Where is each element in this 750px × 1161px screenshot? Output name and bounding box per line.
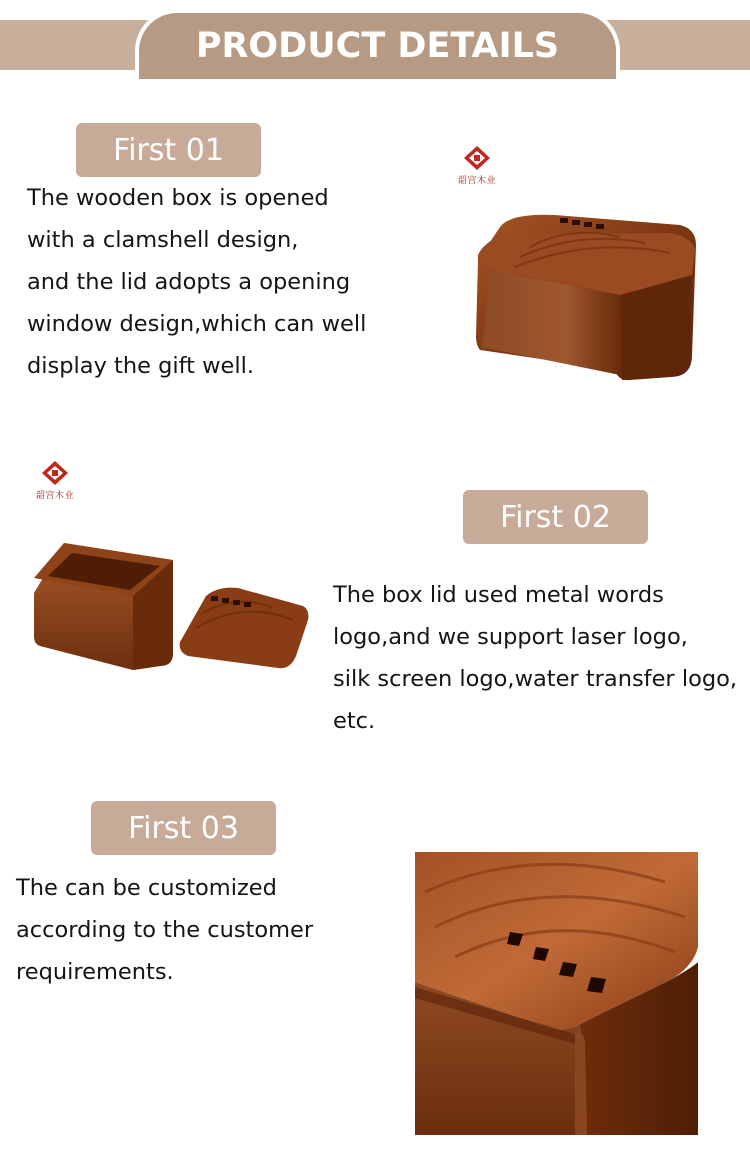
section-2-line: etc. [333, 708, 376, 734]
section-1-label [76, 123, 261, 177]
brand-logo-2 [36, 460, 74, 501]
brand-logo-1 [458, 145, 496, 186]
section-1-line: window design,which can well [27, 311, 367, 337]
section-3-line: The can be customized [16, 875, 277, 901]
section-2-label [463, 490, 648, 544]
section-1-line: with a clamshell design, [27, 227, 299, 253]
section-2-label-text: First 02 [500, 499, 611, 535]
section-3-label-text: First 03 [128, 810, 239, 846]
page-title: PRODUCT DETAILS [195, 26, 560, 66]
section-3-line: requirements. [16, 959, 174, 985]
section-2-line: silk screen logo,water transfer logo, [333, 666, 738, 692]
section-2-line: The box lid used metal words [333, 582, 664, 608]
section-3-label [91, 801, 276, 855]
box-closeup-photo [415, 852, 698, 1135]
section-3-text [16, 867, 313, 993]
brand-emblem-icon [463, 145, 491, 171]
section-1-line: The wooden box is opened [27, 185, 329, 211]
section-3-line: according to the customer [16, 917, 314, 943]
brand-emblem-icon [41, 460, 69, 486]
brand-text: 韶宫木业 [458, 176, 497, 186]
section-1-line: and the lid adopts a opening [27, 269, 351, 295]
brand-text: 韶宫木业 [36, 491, 75, 501]
section-2-text [333, 574, 737, 742]
open-box-photo [28, 538, 313, 673]
closed-box-photo [470, 205, 705, 385]
section-1-line: display the gift well. [27, 353, 255, 379]
header-tab [135, 9, 620, 79]
section-2-line: logo,and we support laser logo, [333, 624, 688, 650]
section-1-text [27, 177, 366, 387]
section-1-label-text: First 01 [113, 132, 224, 168]
